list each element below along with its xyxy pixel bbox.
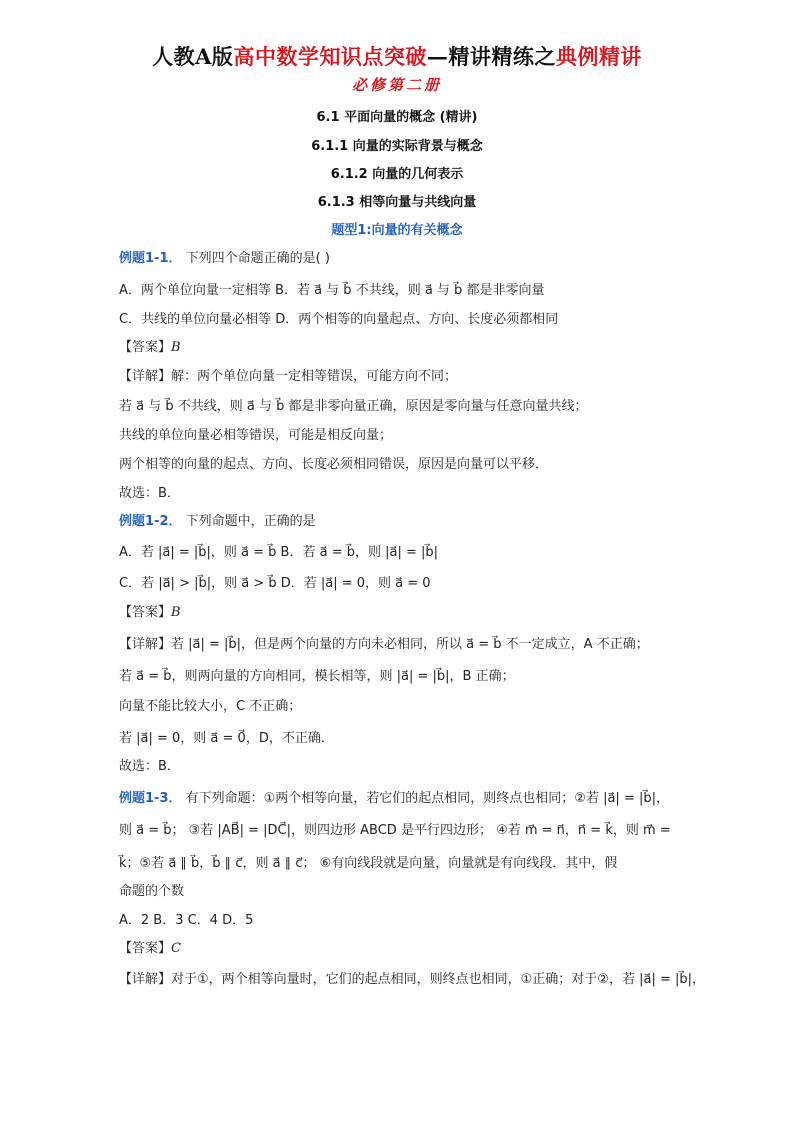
example3-statement-line: 命题的个数	[119, 884, 185, 899]
example2-label: 例题1-2．	[119, 514, 182, 529]
title-middle: —精讲精练之	[426, 44, 556, 69]
section-heading-6-1-2: 6.1.2 向量的几何表示	[330, 167, 464, 182]
example2-answer: B	[171, 605, 181, 620]
example1-conclusion: 故选：B．	[119, 486, 180, 501]
example2-detail-line: 若 |a⃗| = 0，则 a⃗ = 0⃗，D，不正确．	[119, 731, 334, 746]
example2-detail-line: 向量不能比较大小，C 不正确；	[119, 699, 302, 714]
example3-answer-line	[119, 937, 181, 956]
section-heading-6-1-1: 6.1.1 向量的实际背景与概念	[311, 139, 483, 154]
example3-question: 有下列命题：①两个相等向量，若它们的起点相同，则终点也相同；②若 |a⃗| = |b⃗|，	[185, 791, 669, 806]
example2-detail-line: 【详解】若 |a⃗| = |b⃗|，但是两个向量的方向未必相同，所以 a⃗ = b⃗ 不一定成立，A 不正确；	[119, 637, 649, 652]
example1-answer: B	[171, 340, 181, 355]
title-prefix: 人教A版	[152, 44, 234, 69]
document-subtitle: 必修第二册	[351, 76, 442, 94]
example3-statement-line: 则 a⃗ = b⃗； ③若 |AB⃗| = |DC⃗|，则四边形 ABCD 是平行四边形； ④若 m⃗ = n⃗，n⃗ = k⃗，则 m⃗ =	[119, 823, 671, 838]
example1-label: 例题1-1．	[119, 251, 182, 266]
example1-detail-line: 【详解】解：两个单位向量一定相等错误，可能方向不同；	[119, 369, 458, 384]
example3-label: 例题1-3．	[119, 791, 182, 806]
section-heading-6-1: 6.1 平面向量的概念 (精讲)	[316, 110, 478, 125]
example3-detail-line: 【详解】对于①，两个相等向量时，它们的起点相同，则终点也相同，①正确；对于②，若 |a⃗| = |b⃗|，	[119, 972, 705, 987]
example2-detail-line: 若 a⃗ = b⃗，则两向量的方向相同，模长相等，则 |a⃗| = |b⃗|，B 正确；	[119, 669, 515, 684]
example1-question: 下列四个命题正确的是( )	[185, 251, 330, 266]
example3-answer-label: 【答案】	[119, 941, 172, 956]
document-title	[0, 41, 794, 71]
example3-statement-line: k⃗；⑤若 a⃗ ∥ b⃗，b⃗ ∥ c⃗，则 a⃗ ∥ c⃗； ⑥有向线段就是向量，向量就是有向线段．其中，假	[119, 856, 618, 871]
example1-answer-line	[119, 336, 181, 355]
example1-options-cd: C．共线的单位向量必相等 D．两个相等的向量起点、方向、长度必须都相同	[119, 312, 559, 327]
example3-question-line	[119, 787, 669, 806]
example1-question-line	[119, 247, 330, 266]
example3-options: A．2 B．3 C．4 D．5	[119, 913, 254, 928]
example2-answer-line	[119, 601, 181, 620]
topic-heading: 题型1:向量的有关概念	[331, 223, 463, 238]
example1-options-ab: A．两个单位向量一定相等 B．若 a⃗ 与 b⃗ 不共线，则 a⃗ 与 b⃗ 都是非零向量	[119, 283, 545, 298]
example2-conclusion: 故选：B．	[119, 759, 180, 774]
example3-answer: C	[171, 941, 181, 956]
example2-answer-label: 【答案】	[119, 605, 172, 620]
section-heading-6-1-3: 6.1.3 相等向量与共线向量	[317, 195, 477, 210]
title-end: 典例精讲	[555, 44, 642, 69]
title-highlight: 高中数学知识点突破	[233, 44, 427, 69]
example2-question-line	[119, 510, 316, 529]
example1-answer-label: 【答案】	[119, 340, 172, 355]
example2-options-ab: A．若 |a⃗| = |b⃗|，则 a⃗ = b⃗ B．若 a⃗ = b⃗，则 |a⃗| = |b⃗|	[119, 545, 439, 560]
example2-question: 下列命题中，正确的是	[185, 514, 316, 529]
example1-detail-line: 共线的单位向量必相等错误，可能是相反向量；	[119, 428, 393, 443]
example1-detail-line: 两个相等的向量的起点、方向、长度必须相同错误，原因是向量可以平移．	[119, 457, 549, 472]
example2-options-cd: C．若 |a⃗| > |b⃗|，则 a⃗ > b⃗ D．若 |a⃗| = 0，则 a⃗ = 0	[119, 576, 431, 591]
example1-detail-line: 若 a⃗ 与 b⃗ 不共线，则 a⃗ 与 b⃗ 都是非零向量正确，原因是零向量与任意向量共线；	[119, 399, 588, 414]
